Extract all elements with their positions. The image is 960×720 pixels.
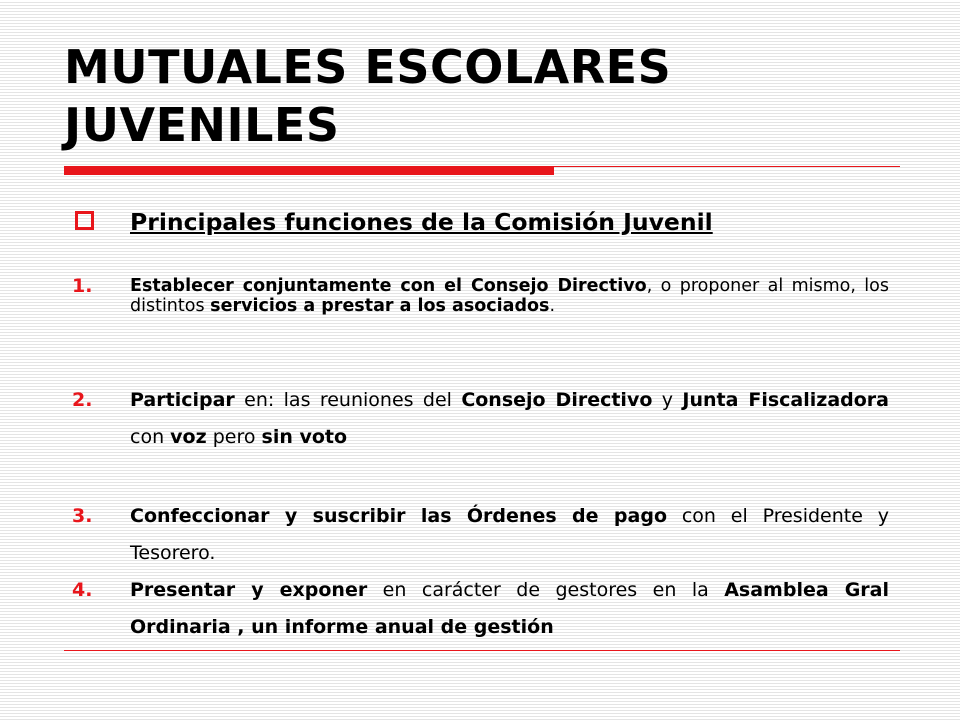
section-heading: Principales funciones de la Comisión Juvenil <box>130 208 713 236</box>
bold-text: Confeccionar y suscribir las Órdenes de pago <box>130 505 668 527</box>
item-number: 1. <box>72 275 93 297</box>
bold-text: Consejo Directivo <box>461 389 653 411</box>
text-run: y <box>652 389 683 411</box>
bold-text: Asamblea Gral Ordinaria , un informe anual de gestión <box>130 579 890 638</box>
item-number: 4. <box>72 579 93 601</box>
bold-text: Participar <box>130 389 235 411</box>
bold-text: sin voto <box>261 426 348 448</box>
text-run: . <box>549 296 556 316</box>
bold-text: Presentar y exponer <box>130 579 368 601</box>
item-text <box>130 276 889 316</box>
text-run: , o proponer al mismo, los distintos <box>130 276 889 316</box>
text-run: con el Presidente y Tesorero. <box>130 505 889 564</box>
item-text <box>130 572 889 646</box>
bold-text: voz <box>170 426 207 448</box>
text-run: en carácter de gestores en la <box>367 579 725 601</box>
square-bullet-icon <box>75 211 94 230</box>
text-run: con <box>130 426 171 448</box>
text-run: en: las reuniones del <box>234 389 462 411</box>
bold-text: Junta Fiscalizadora <box>682 389 889 411</box>
bottom-divider <box>64 650 900 651</box>
item-number: 3. <box>72 505 93 527</box>
slide-title: MUTUALES ESCOLARES JUVENILES <box>64 40 672 152</box>
bold-text: Establecer conjuntamente con el Consejo Directivo <box>130 276 647 296</box>
title-underline-thin <box>554 166 900 167</box>
bold-text: servicios a prestar a los asociados <box>210 296 550 316</box>
item-number: 2. <box>72 389 93 411</box>
item-text <box>130 498 889 572</box>
text-run: pero <box>206 426 262 448</box>
title-underline-thick <box>64 166 554 175</box>
item-text <box>130 382 889 456</box>
